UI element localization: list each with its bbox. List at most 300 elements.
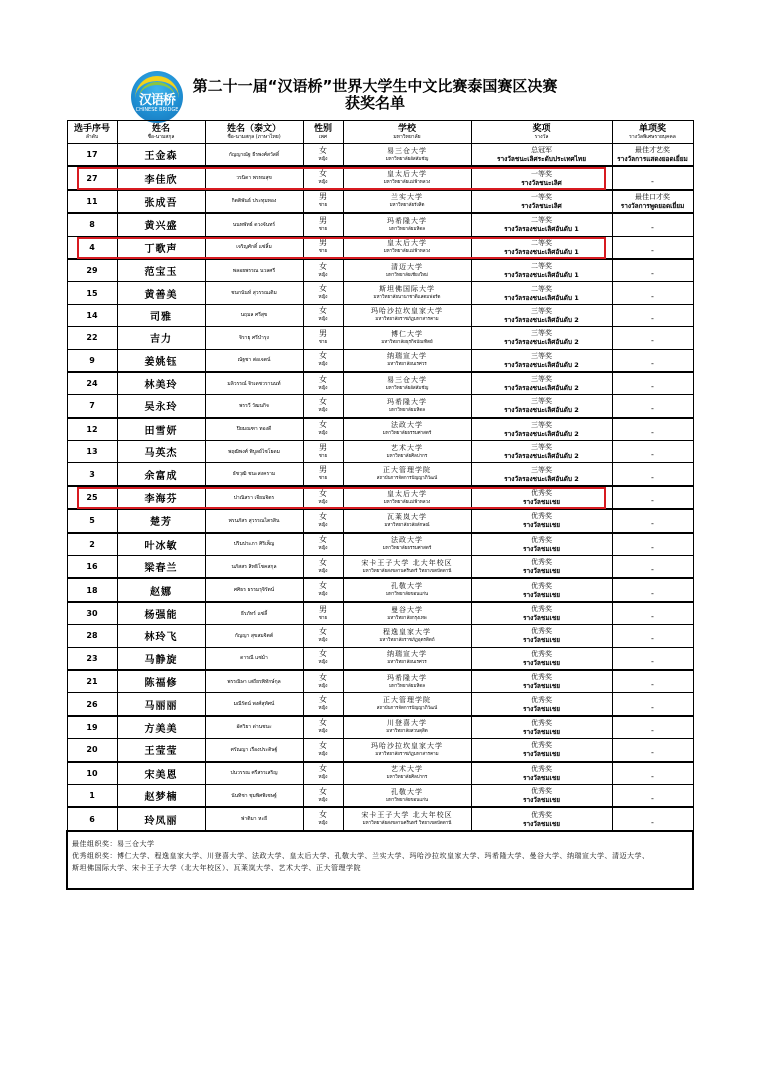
- special-award-empty: -: [651, 680, 654, 690]
- contestant-thai-name: พรรวี วัฒนกิจ: [205, 395, 303, 418]
- contestant-name: 姜姚钰: [117, 349, 205, 372]
- contestant-thai-name: ณัฐชา ต่อเจตน์: [205, 349, 303, 372]
- award-th: รางวัลชมเชย: [522, 773, 561, 782]
- school-cn: 皇太后大学: [387, 489, 427, 498]
- school-cn: 玛希隆大学: [387, 673, 427, 682]
- award-cn: 三等奖: [531, 397, 552, 406]
- contestant-number: 8: [67, 213, 117, 236]
- school-cn: 法政大学: [391, 421, 423, 430]
- contestant-award: [471, 784, 612, 807]
- header-label-cn: 奖项: [532, 123, 551, 134]
- gender-cn: 女: [319, 511, 327, 521]
- contestant-gender: [303, 647, 343, 670]
- contestant-thai-name: ปาณิสรา เจียมจิตร: [205, 486, 303, 509]
- excellent-org-value-line1: 博仁大学、程逸皇家大学、川登喜大学、法政大学、皇太后大学、孔敬大学、兰实大学、玛哈沙拉坎皇家大学、玛希隆大学、曼谷大学、纳瑞宣大学、清迈大学、: [117, 851, 650, 860]
- header-special-award: [612, 121, 693, 144]
- contestant-name: 马英杰: [117, 441, 205, 463]
- gender-cn: 男: [319, 465, 327, 475]
- contestant-gender: [303, 716, 343, 739]
- special-award-empty: -: [651, 519, 654, 529]
- contestant-thai-name: ธีรภัทร์ แซ่ลี้: [205, 602, 303, 625]
- school-cn: 宋卡王子大学 北大年校区: [361, 811, 453, 820]
- contestant-school: [343, 327, 471, 349]
- gender-th: หญิง: [318, 660, 328, 666]
- school-cn: 清迈大学: [391, 262, 423, 271]
- gender-cn: 男: [319, 442, 327, 452]
- table-row: [67, 762, 693, 785]
- header-label-th: มหาวิทยาลัย: [393, 133, 421, 140]
- contestant-special-award: [612, 418, 693, 441]
- contestant-school: [343, 166, 471, 189]
- table-row: [67, 509, 693, 532]
- contestant-name: 陈福修: [117, 670, 205, 693]
- contestant-special-award: [612, 213, 693, 236]
- school-th: มหาวิทยาลัยธุรกิจบัณฑิตย์: [381, 339, 433, 345]
- header-label-cn: 学校: [397, 123, 416, 134]
- school-cn: 孔敬大学: [391, 787, 423, 796]
- contestant-award: [471, 144, 612, 167]
- school-cn: 正大管理学院: [383, 696, 431, 705]
- table-row: [67, 693, 693, 716]
- contestant-school: [343, 533, 471, 556]
- special-award-empty: -: [651, 565, 654, 575]
- school-th: มหาวิทยาลัยขอนแก่น: [385, 592, 429, 598]
- contestant-special-award: [612, 556, 693, 579]
- special-award-th: รางวัลการแสดงยอดเยี่ยม: [617, 155, 688, 164]
- header-label-cn: 选手序号: [73, 123, 110, 134]
- header-label-th: ลำดับ: [85, 133, 99, 140]
- school-th: มหาวิทยาลัยมหิดล: [388, 407, 426, 413]
- contestant-thai-name: อัศวิยา ด่านชนะ: [205, 716, 303, 739]
- award-th: รางวัลชนะเลิศ: [521, 178, 562, 187]
- table-row: [67, 784, 693, 807]
- award-cn: 三等奖: [531, 351, 552, 360]
- award-th: รางวัลชมเชย: [522, 636, 561, 645]
- contestant-gender: [303, 372, 343, 395]
- contestant-thai-name: ปิยมณฑา ทองดี: [205, 418, 303, 441]
- contestant-number: 28: [67, 625, 117, 647]
- school-th: มหาวิทยาลัยสงขลานครินทร์ วิทยาเขตปัตตานี: [362, 821, 452, 827]
- school-th: สถาบันการจัดการปัญญาภิวัฒน์: [376, 706, 438, 712]
- award-cn: 优秀奖: [531, 627, 552, 636]
- contestant-gender: [303, 486, 343, 509]
- gender-th: หญิง: [318, 431, 328, 437]
- school-cn: 易三仓大学: [387, 146, 427, 155]
- best-org-label: 最佳组织奖：: [72, 839, 117, 848]
- contestant-award: [471, 533, 612, 556]
- award-th: รางวัลชมเชย: [522, 727, 561, 736]
- contestant-award: [471, 259, 612, 282]
- award-cn: 三等奖: [531, 465, 552, 474]
- special-award-empty: -: [651, 702, 654, 712]
- contestant-number: 26: [67, 693, 117, 716]
- contestant-special-award: [612, 693, 693, 716]
- contestant-gender: [303, 259, 343, 282]
- gender-th: หญิง: [318, 385, 328, 391]
- award-th: รางวัลรองชนะเลิศอันดับ 2: [504, 384, 579, 393]
- special-award-empty: -: [651, 450, 654, 460]
- contestant-thai-name: ปริมประภา ศิริเพ็ญ: [205, 533, 303, 556]
- excellent-org-label: 优秀组织奖：: [72, 851, 117, 860]
- table-row: [67, 647, 693, 670]
- special-award-empty: -: [651, 771, 654, 781]
- gender-cn: 女: [319, 695, 327, 705]
- contestant-gender: [303, 807, 343, 830]
- award-cn: 一等奖: [531, 169, 552, 178]
- school-th: มหาวิทยาลัยแม่ฟ้าหลวง: [383, 180, 431, 186]
- school-cn: 皇太后大学: [387, 170, 427, 179]
- table-row: [67, 349, 693, 372]
- school-th: มหาวิทยาลัยนานาชาติแสตมฟอร์ด: [373, 295, 441, 301]
- award-cn: 三等奖: [531, 420, 552, 429]
- special-award-empty: -: [651, 725, 654, 735]
- contestant-number: 25: [67, 486, 117, 509]
- contestant-award: [471, 441, 612, 463]
- contestant-number: 20: [67, 739, 117, 762]
- logo-subtext: CHINESE BRIDGE: [135, 107, 179, 113]
- contestant-name: 张成吾: [117, 190, 205, 213]
- contestant-award: [471, 762, 612, 785]
- contestant-special-award: [612, 509, 693, 532]
- contestant-number: 6: [67, 807, 117, 830]
- special-award-empty: -: [651, 269, 654, 279]
- contestant-thai-name: ศศิธร ธรรมรุจิรัตน์: [205, 578, 303, 601]
- contestant-award: [471, 486, 612, 509]
- contestant-school: [343, 807, 471, 830]
- contestant-thai-name: พฤฒิพงศ์ พิบูลย์ไชโยดม: [205, 441, 303, 463]
- table-row: [67, 463, 693, 486]
- gender-th: หญิง: [318, 156, 328, 162]
- table-row: [67, 190, 693, 213]
- award-th: รางวัลชมเชย: [522, 796, 561, 805]
- school-cn: 玛希隆大学: [387, 216, 427, 225]
- contestant-gender: [303, 533, 343, 556]
- award-cn: 优秀奖: [531, 558, 552, 567]
- award-th: รางวัลรองชนะเลิศอันดับ 2: [504, 360, 579, 369]
- special-award-cn: 最佳口才奖: [635, 192, 670, 201]
- best-org-award: [72, 838, 688, 850]
- contestant-special-award: [612, 166, 693, 189]
- contestant-school: [343, 349, 471, 372]
- contestant-thai-name: นนทพัทธ์ ดวงจันทร์: [205, 213, 303, 236]
- header-school: [343, 121, 471, 144]
- school-cn: 易三仓大学: [387, 375, 427, 384]
- contestant-special-award: [612, 282, 693, 304]
- award-th: รางวัลชนะเลิศระดับประเทศไทย: [496, 155, 587, 164]
- contestant-school: [343, 282, 471, 304]
- excellent-org-award: [72, 850, 688, 862]
- special-award-cn: 最佳才艺奖: [635, 146, 670, 155]
- contestant-gender: [303, 463, 343, 486]
- contestant-award: [471, 304, 612, 326]
- award-th: รางวัลชมเชย: [522, 544, 561, 553]
- contestant-gender: [303, 144, 343, 167]
- contestant-number: 12: [67, 418, 117, 441]
- school-th: มหาวิทยาลัยธรรมศาสตร์: [382, 431, 432, 437]
- school-cn: 瓦莱岚大学: [387, 512, 427, 521]
- gender-cn: 女: [319, 718, 327, 728]
- contestant-number: 27: [67, 166, 117, 189]
- contestant-school: [343, 372, 471, 395]
- contestant-special-award: [612, 762, 693, 785]
- table-row: [67, 602, 693, 625]
- gender-th: หญิง: [318, 499, 328, 505]
- contestant-school: [343, 716, 471, 739]
- contestant-number: 22: [67, 327, 117, 349]
- special-award-empty: -: [651, 612, 654, 621]
- footer-row: [67, 831, 693, 889]
- gender-th: ชาย: [318, 249, 328, 255]
- table-row: [67, 213, 693, 236]
- school-th: มหาวิทยาลัยสงขลานครินทร์ วิทยาเขตปัตตานี: [362, 568, 452, 574]
- school-th: มหาวิทยาลัยนเรศวร: [387, 660, 427, 666]
- award-th: รางวัลรองชนะเลิศอันดับ 1: [504, 225, 579, 234]
- contestant-school: [343, 578, 471, 601]
- school-cn: 玛哈沙拉坎皇家大学: [371, 741, 443, 750]
- school-th: มหาวิทยาลัยนเรศวร: [387, 362, 427, 368]
- gender-th: หญิง: [318, 546, 328, 552]
- contestant-award: [471, 236, 612, 259]
- gender-cn: 男: [319, 192, 327, 202]
- school-th: สถาบันการจัดการปัญญาภิวัฒน์: [376, 476, 438, 482]
- page-title: 第二十一届“汉语桥”世界大学生中文比赛泰国赛区决赛: [192, 77, 558, 95]
- school-cn: 艺术大学: [391, 443, 423, 452]
- contestant-award: [471, 716, 612, 739]
- contestant-name: 李佳欣: [117, 166, 205, 189]
- table-row: [67, 395, 693, 418]
- contestant-number: 2: [67, 533, 117, 556]
- contestant-thai-name: ชนกนันท์ สุวรรณเดิม: [205, 282, 303, 304]
- best-org-value: 易三仓大学: [117, 839, 155, 848]
- contestant-gender: [303, 739, 343, 762]
- table-row: [67, 670, 693, 693]
- contestant-number: 5: [67, 509, 117, 532]
- gender-th: ชาย: [318, 615, 328, 621]
- gender-th: หญิง: [318, 295, 328, 301]
- contestant-name: 田雪妍: [117, 418, 205, 441]
- header-label-cn: 姓名: [151, 123, 170, 134]
- special-award-empty: -: [651, 472, 654, 482]
- table-row: [67, 282, 693, 304]
- gender-th: หญิง: [318, 775, 328, 781]
- contestant-name: 丁歌声: [117, 236, 205, 259]
- contestant-school: [343, 647, 471, 670]
- gender-th: ชาย: [318, 226, 328, 232]
- contestant-name: 李海芬: [117, 486, 205, 509]
- contestant-thai-name: นันทิชา ชุมพิศพิเชษฐ์: [205, 784, 303, 807]
- gender-th: ชาย: [318, 339, 328, 345]
- contestant-gender: [303, 327, 343, 349]
- gender-cn: 女: [319, 649, 327, 659]
- page-subtitle: 获奖名单: [344, 94, 405, 112]
- contestant-name: 余富成: [117, 463, 205, 486]
- contestant-special-award: [612, 739, 693, 762]
- special-award-empty: -: [651, 542, 654, 552]
- contestant-number: 7: [67, 395, 117, 418]
- table-row: [67, 807, 693, 830]
- school-th: มหาวิทยาลัยราชภัฏอุตรดิตถ์: [379, 637, 435, 643]
- contestant-number: 21: [67, 670, 117, 693]
- header-label-th: ชื่อ-นามสกุล: [147, 133, 175, 140]
- contestant-award: [471, 463, 612, 486]
- school-cn: 法政大学: [391, 536, 423, 545]
- school-cn: 玛哈沙拉坎皇家大学: [371, 307, 443, 316]
- contestant-special-award: [612, 807, 693, 830]
- award-th: รางวัลรองชนะเลิศอันดับ 2: [504, 406, 579, 415]
- gender-cn: 女: [319, 351, 327, 361]
- award-th: รางวัลรองชนะเลิศอันดับ 2: [504, 315, 579, 324]
- gender-th: หญิง: [318, 706, 328, 712]
- award-cn: 二等奖: [531, 284, 552, 293]
- contestant-gender: [303, 213, 343, 236]
- table-row: [67, 578, 693, 601]
- contestant-school: [343, 739, 471, 762]
- contestant-gender: [303, 556, 343, 579]
- contestant-name: 赵梦楠: [117, 784, 205, 807]
- school-th: มหาวิทยาลัยขอนแก่น: [385, 797, 429, 803]
- award-th: รางวัลรองชนะเลิศอันดับ 1: [504, 247, 579, 256]
- school-th: มหาวิทยาลัยเชียงใหม่: [385, 272, 429, 278]
- award-cn: 三等奖: [531, 443, 552, 452]
- contestant-award: [471, 739, 612, 762]
- award-th: รางวัลรองชนะเลิศอันดับ 1: [504, 293, 579, 302]
- contestant-thai-name: ธัชวุฒิ ชนะสงคราม: [205, 463, 303, 486]
- gender-cn: 女: [319, 145, 327, 155]
- contestant-name: 宋美恩: [117, 762, 205, 785]
- award-th: รางวัลรองชนะเลิศอันดับ 1: [504, 271, 579, 280]
- school-cn: 艺术大学: [391, 765, 423, 774]
- contestant-name: 杨强能: [117, 602, 205, 625]
- special-award-empty: -: [651, 291, 654, 301]
- contestant-thai-name: ดารณี แซ่ม้า: [205, 647, 303, 670]
- contestant-school: [343, 236, 471, 259]
- contestant-award: [471, 670, 612, 693]
- contestant-gender: [303, 349, 343, 372]
- contestant-name: 林美玲: [117, 372, 205, 395]
- contestant-special-award: [612, 441, 693, 463]
- school-cn: 皇太后大学: [387, 239, 427, 248]
- award-cn: 优秀奖: [531, 718, 552, 727]
- contestant-school: [343, 259, 471, 282]
- award-th: รางวัลรองชนะเลิศอันดับ 2: [504, 338, 579, 347]
- contestant-name: 方美美: [117, 716, 205, 739]
- award-cn: 三等奖: [531, 375, 552, 384]
- contestant-award: [471, 509, 612, 532]
- contestant-special-award: [612, 463, 693, 486]
- school-th: มหาวิทยาลัยมหิดล: [388, 226, 426, 232]
- contestant-name: 叶冰敏: [117, 533, 205, 556]
- contestant-name: 王莹莹: [117, 739, 205, 762]
- contestant-thai-name: นภัสสร สิทธิโชคสกุล: [205, 556, 303, 579]
- gender-cn: 女: [319, 786, 327, 796]
- contestant-special-award: [612, 625, 693, 647]
- contestant-thai-name: วรนิดา พรหมสุข: [205, 166, 303, 189]
- contestant-number: 18: [67, 578, 117, 601]
- contestant-number: 9: [67, 349, 117, 372]
- gender-cn: 女: [319, 284, 327, 294]
- award-cn: 二等奖: [531, 216, 552, 225]
- contestant-thai-name: กิตติพันธ์ ประทุมทอง: [205, 190, 303, 213]
- contestant-thai-name: ฟาติมา หะยี: [205, 807, 303, 830]
- contestant-special-award: [612, 716, 693, 739]
- gender-th: หญิง: [318, 751, 328, 757]
- gender-th: หญิง: [318, 637, 328, 643]
- contestant-name: 赵娜: [117, 578, 205, 601]
- contestant-thai-name: กัญญา สุขสมจิตต์: [205, 625, 303, 647]
- table-row: [67, 716, 693, 739]
- award-cn: 优秀奖: [531, 535, 552, 544]
- school-th: มหาวิทยาลัยกรุงเทพ: [387, 615, 427, 621]
- special-award-empty: -: [651, 817, 654, 827]
- gender-cn: 女: [319, 672, 327, 682]
- contestant-school: [343, 556, 471, 579]
- contestant-school: [343, 463, 471, 486]
- contestant-name: 马丽丽: [117, 693, 205, 716]
- school-th: มหาวิทยาลัยรังสิต: [389, 203, 425, 209]
- contestant-number: 13: [67, 441, 117, 463]
- contestant-name: 吉力: [117, 327, 205, 349]
- school-th: มหาวิทยาลัยศิลปากร: [386, 453, 428, 459]
- contestant-special-award: [612, 259, 693, 282]
- contestant-gender: [303, 395, 343, 418]
- contestant-special-award: [612, 349, 693, 372]
- special-award-empty: -: [651, 176, 654, 186]
- header-award: [471, 121, 612, 144]
- award-cn: 优秀奖: [531, 649, 552, 658]
- school-cn: 兰实大学: [391, 193, 423, 202]
- table-row: [67, 259, 693, 282]
- gender-cn: 女: [319, 169, 327, 179]
- gender-th: หญิง: [318, 592, 328, 598]
- contestant-special-award: [612, 647, 693, 670]
- contestant-award: [471, 395, 612, 418]
- gender-cn: 女: [319, 306, 327, 316]
- contestant-number: 15: [67, 282, 117, 304]
- gender-th: หญิง: [318, 180, 328, 186]
- contestant-thai-name: จิรายุ ศรีบำรุง: [205, 327, 303, 349]
- award-th: รางวัลชมเชย: [522, 819, 561, 828]
- contestant-name: 范宝玉: [117, 259, 205, 282]
- contestant-award: [471, 166, 612, 189]
- contestant-award: [471, 349, 612, 372]
- gender-cn: 女: [319, 626, 327, 636]
- contestant-gender: [303, 670, 343, 693]
- contestant-award: [471, 807, 612, 830]
- gender-th: หญิง: [318, 317, 328, 323]
- special-award-empty: -: [651, 748, 654, 758]
- header-label-cn: 姓名（泰文）: [226, 123, 281, 134]
- contestant-name: 司雅: [117, 304, 205, 326]
- header-label-th: ชื่อ-นามสกุล (ภาษาไทย): [227, 133, 281, 140]
- contestant-gender: [303, 762, 343, 785]
- contestant-special-award: [612, 578, 693, 601]
- excellent-org-award-cont: 斯坦佛国际大学、宋卡王子大学（北大年校区）、瓦莱岚大学、艺术大学、正大管理学院: [72, 863, 361, 872]
- award-th: รางวัลชมเชย: [522, 682, 561, 691]
- header-label-th: รางวัล: [534, 133, 549, 140]
- school-th: มหาวิทยาลัยราชภัฏมหาสารคาม: [375, 317, 439, 323]
- table-row: [67, 739, 693, 762]
- contestant-name: 梁春兰: [117, 556, 205, 579]
- contestant-school: [343, 509, 471, 532]
- award-th: รางวัลชมเชย: [522, 498, 561, 507]
- award-cn: 优秀奖: [531, 673, 552, 682]
- award-th: รางวัลชมเชย: [522, 521, 561, 530]
- award-th: รางวัลรองชนะเลิศอันดับ 2: [504, 429, 579, 438]
- gender-cn: 女: [319, 740, 327, 750]
- special-award-empty: -: [651, 382, 654, 392]
- table-row: [67, 144, 693, 167]
- header-name: [117, 121, 205, 144]
